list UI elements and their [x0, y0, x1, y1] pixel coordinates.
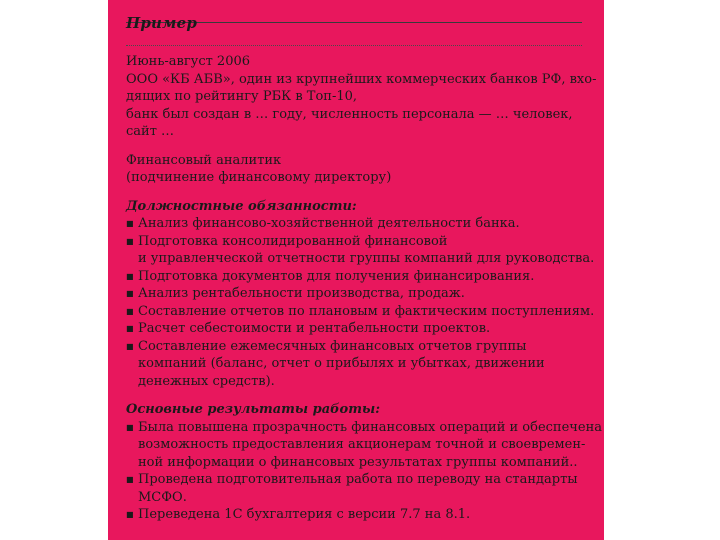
result-text: ной информации о финансовых результатах группы компаний..	[138, 454, 578, 470]
company-description-line: ООО «КБ АБВ», один из крупнейших коммерческих банков РФ, вхо-	[126, 71, 597, 87]
result-item	[126, 506, 586, 524]
result-item	[126, 419, 602, 472]
duty-text: ■ Подготовка консолидированной финансовой	[126, 233, 586, 251]
company-block	[126, 53, 597, 141]
results-list	[126, 419, 602, 524]
resume-example-panel	[108, 0, 604, 540]
duties-title: Должностные обязанности:	[126, 198, 357, 214]
results-section	[126, 401, 602, 524]
result-text: возможность предоставления акционерам точной и своевремен-	[138, 437, 586, 452]
results-title: Основные результаты работы:	[126, 402, 380, 417]
duty-text: и управленческой отчетности группы компаний для руководства.	[138, 251, 595, 266]
duty-text: ■ Расчет себестоимости и рентабельности проектов.	[126, 320, 586, 338]
duties-section	[126, 198, 595, 391]
duties-list	[126, 215, 595, 390]
duty-item	[126, 285, 586, 303]
company-description-line: дящих по рейтингу РБК в Топ-10,	[126, 89, 358, 104]
example-heading: Пример	[126, 14, 198, 32]
result-item	[126, 471, 586, 506]
duty-item	[126, 233, 595, 268]
duty-item	[126, 338, 586, 391]
dotted-divider	[126, 45, 582, 46]
duty-text: денежных средств).	[138, 373, 275, 389]
duty-text: компаний (баланс, отчет о прибылях и убытках, движении	[138, 356, 545, 371]
resume-content	[126, 53, 602, 535]
result-text: ■ Проведена подготовительная работа по переводу на стандарты	[126, 471, 586, 489]
duty-text: ■ Подготовка документов для получения финансирования.	[126, 268, 586, 286]
reporting-line: (подчинение финансовому директору)	[126, 170, 392, 185]
duty-item	[126, 268, 586, 286]
company-description-line: банк был создан в … году, численность персонала — … человек,	[126, 106, 573, 122]
duty-item	[126, 215, 586, 233]
job-title: Финансовый аналитик	[126, 152, 282, 168]
duty-text: ■ Анализ финансово-хозяйственной деятельности банка.	[126, 215, 586, 233]
duty-text: ■ Анализ рентабельности производства, продаж.	[126, 285, 586, 303]
company-website-line: сайт …	[126, 124, 175, 139]
duty-text: ■ Составление ежемесячных финансовых отчетов группы	[126, 338, 586, 356]
period-line: Июнь-август 2006	[126, 54, 251, 69]
result-text: МСФО.	[138, 489, 187, 505]
result-text: ■ Была повышена прозрачность финансовых операций и обеспечена	[126, 419, 586, 437]
duty-item	[126, 303, 595, 321]
position-block	[126, 152, 586, 187]
duty-text: ■ Составление отчетов по плановым и фактическим поступлениям.	[126, 303, 586, 321]
result-text: ■ Переведена 1С бухгалтерия с версии 7.7 на 8.1.	[126, 506, 586, 524]
duty-item	[126, 320, 586, 338]
